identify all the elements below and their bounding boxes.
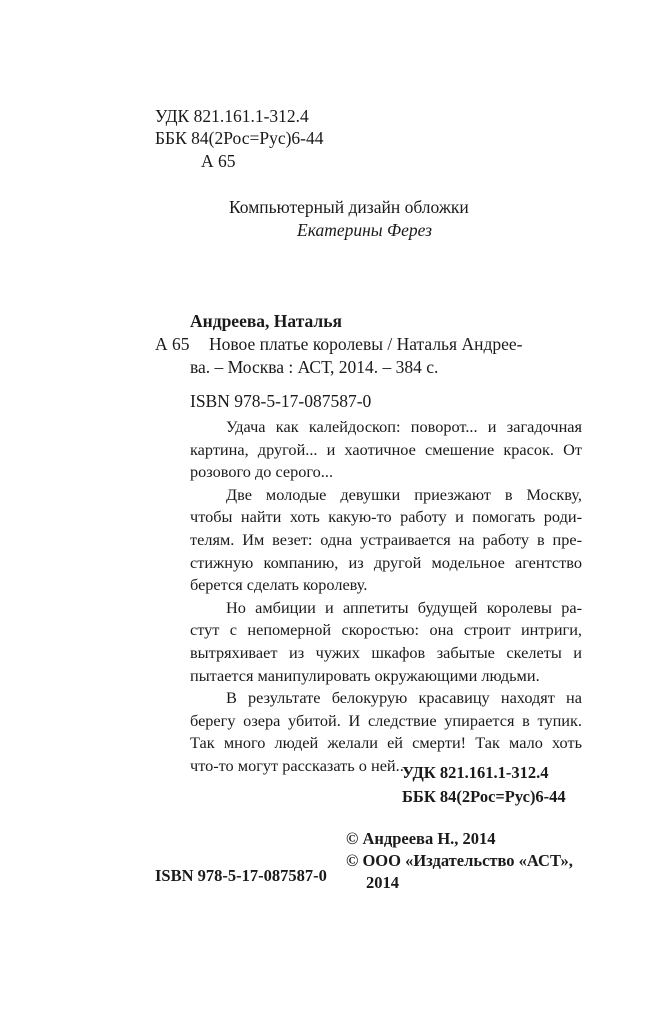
annotation-line: Так много людей желали ей смерти! Так мало хоть [190,733,582,753]
annotation-line: стижную компанию, из другой модельное агентство [190,552,582,572]
annotation-line: картина, другой... и хаотичное смешение красок. От [190,439,582,459]
copyright-publisher: © ООО «Издательство «АСТ», [346,851,573,870]
copyright-author: © Андреева Н., 2014 [346,829,496,848]
cover-design-label: Компьютерный дизайн обложки [229,197,469,217]
isbn-bottom: ISBN 978-5-17-087587-0 [155,866,327,885]
annotation-line: В результате белокурую красавицу находят на [226,688,582,708]
catalog-author-mark: А 65 [155,334,190,354]
annotation-paragraph [190,597,582,687]
annotation-paragraph [190,484,582,597]
catalog-title-line2: ва. – Москва : АСТ, 2014. – 384 с. [190,357,439,377]
cover-designer-name: Екатерины Ферез [297,220,432,240]
annotation-line: Удача как калейдоскоп: поворот... и загадочная [226,417,582,436]
copyright-publisher-year: 2014 [366,873,399,892]
annotation-paragraph [190,416,582,484]
annotation-line: берегу озера убитой. И следствие упирается в тупик. [190,710,582,730]
bbk-code-bottom: ББК 84(2Рос=Рус)6-44 [402,787,566,806]
author-mark-top: А 65 [201,151,236,171]
annotation-line: берется сделать королеву. [190,575,368,595]
catalog-isbn: ISBN 978-5-17-087587-0 [190,391,372,411]
udk-code-bottom: УДК 821.161.1-312.4 [402,763,549,782]
annotation [190,416,582,778]
annotation-line: Но амбиции и аппетиты будущей королевы ра- [226,597,582,617]
annotation-line: розового до серого... [190,462,334,482]
annotation-line: что-то могут рассказать о ней... [190,755,408,775]
annotation-line: Две молодые девушки приезжают в Москву, [226,484,582,504]
annotation-line: пытается манипулировать окружающими людьми. [190,665,540,685]
annotation-line: стут с непомерной скоростью: она строит интриги, [190,620,582,640]
catalog-author: Андреева, Наталья [190,311,342,331]
annotation-line: телям. Им везет: одна устраивается на работу в пре- [190,529,582,549]
annotation-line: чтобы найти хоть какую-то работу и помогать роди- [190,507,582,527]
udk-code-top: УДК 821.161.1-312.4 [155,106,309,126]
catalog-title-line1: Новое платье королевы / Наталья Андрее- [209,334,523,354]
bbk-code-top: ББК 84(2Рос=Рус)6-44 [155,128,324,148]
annotation-line: вытряхивает из чужих шкафов забытые скелеты и [190,642,582,662]
